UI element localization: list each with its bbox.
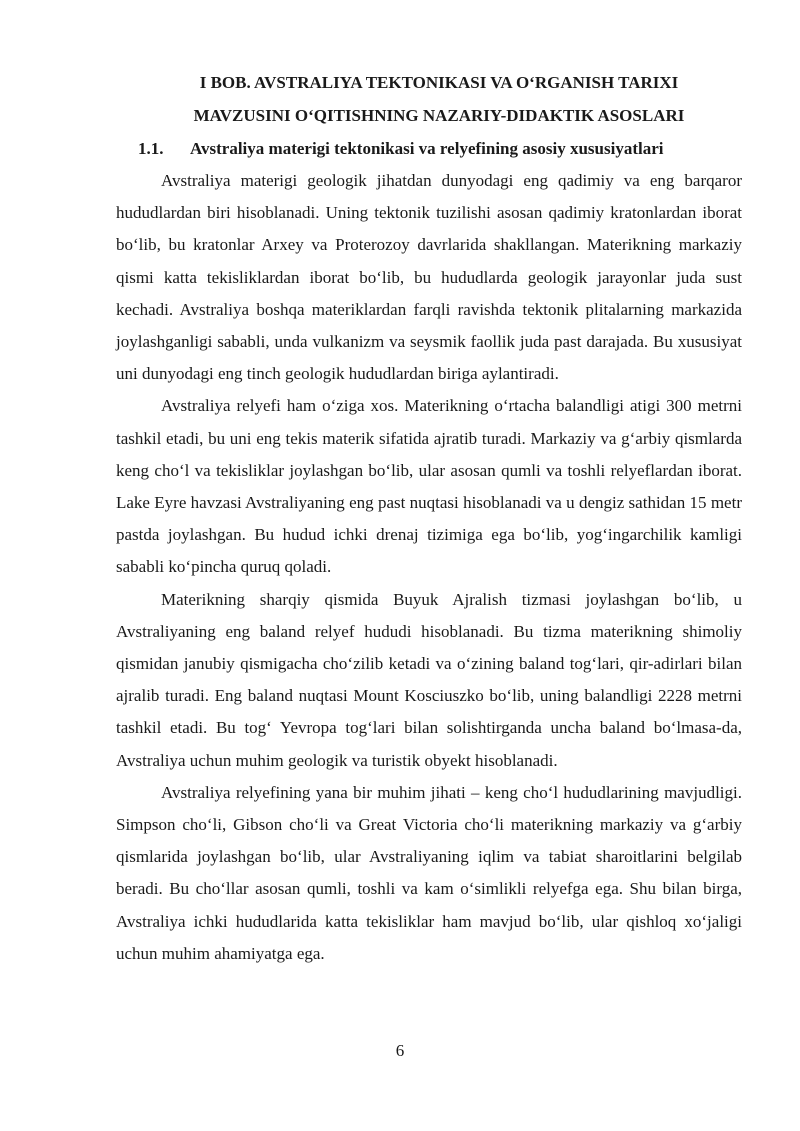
section-number: 1.1.	[138, 139, 164, 158]
chapter-title-line-1: I BOB. AVSTRALIYA TEKTONIKASI VA O‘RGANISH TARIXI	[199, 73, 679, 92]
section-heading	[116, 132, 742, 165]
paragraph-4: Avstraliya relyefining yana bir muhim jihati – keng cho‘l hududlarining mavjudligi. Simpson cho‘li, Gibson cho‘li va Great Victoria cho‘li materikning markaziy va g‘arbiy qismlarida joylashgan bo‘lib, ular Avstraliyaning iqlim va tabiat sharoitlarini belgilab beradi. Bu cho‘llar asosan qumli, toshli va kam o‘simlikli relyefga ega. Shu bilan birga, Avstraliya ichki hududlarida katta tekisliklar ham mavjud bo‘lib, ular qishloq xo‘jaligi uchun muhim ahamiyatga ega.	[116, 782, 742, 963]
page-number: 6	[395, 1041, 405, 1060]
chapter-title-line-2: MAVZUSINI O‘QITISHNING NAZARIY-DIDAKTIK ASOSLARI	[193, 106, 685, 125]
section-title: Avstraliya materigi tektonikasi va relyefining asosiy xususiyatlari	[190, 139, 664, 158]
paragraph-3: Materikning sharqiy qismida Buyuk Ajralish tizmasi joylashgan bo‘lib, u Avstraliyaning eng baland relyef hududi hisoblanadi. Bu tizma materikning shimoliy qismidan janubiy qismigacha cho‘zilib ketadi va o‘zining baland tog‘lari, qir-adirlari bilan ajralib turadi. Eng baland nuqtasi Mount Kosciuszko bo‘lib, uning balandligi 2228 metrni tashkil etadi. Bu tog‘ Yevropa tog‘lari bilan solishtirganda uncha baland bo‘lmasa-da, Avstraliya uchun muhim geologik va turistik obyekt hisoblanadi.	[116, 589, 742, 770]
paragraph-2: Avstraliya relyefi ham o‘ziga xos. Materikning o‘rtacha balandligi atigi 300 metrni tashkil etadi, bu uni eng tekis materik sifatida ajratib turadi. Markaziy va g‘arbiy qismlarda keng cho‘l va tekisliklar joylashgan bo‘lib, ular asosan qumli va toshli relyeflardan iborat. Lake Eyre havzasi Avstraliyaning eng past nuqtasi hisoblanadi va u dengiz sathidan 15 metr pastda joylashgan. Bu hudud ichki drenaj tizimiga ega bo‘lib, yog‘ingarchilik kamligi sababli ko‘pincha quruq qoladi.	[116, 396, 742, 577]
document-page	[116, 66, 742, 970]
paragraph-1: Avstraliya materigi geologik jihatdan dunyodagi eng qadimiy va eng barqaror hududlardan biri hisoblanadi. Uning tektonik tuzilishi asosan qadimiy kratonlardan iborat bo‘lib, bu kratonlar Arxey va Proterozoy davrlarida shakllangan. Materikning markaziy qismi katta tekisliklardan iborat bo‘lib, bu hududlarda geologik jarayonlar juda sust kechadi. Avstraliya boshqa materiklardan farqli ravishda tektonik plitalarning markazida joylashganligi sababli, unda vulkanizm va seysmik faollik juda past darajada. Bu xususiyat uni dunyodagi eng tinch geologik hududlardan biriga aylantiradi.	[116, 171, 742, 384]
